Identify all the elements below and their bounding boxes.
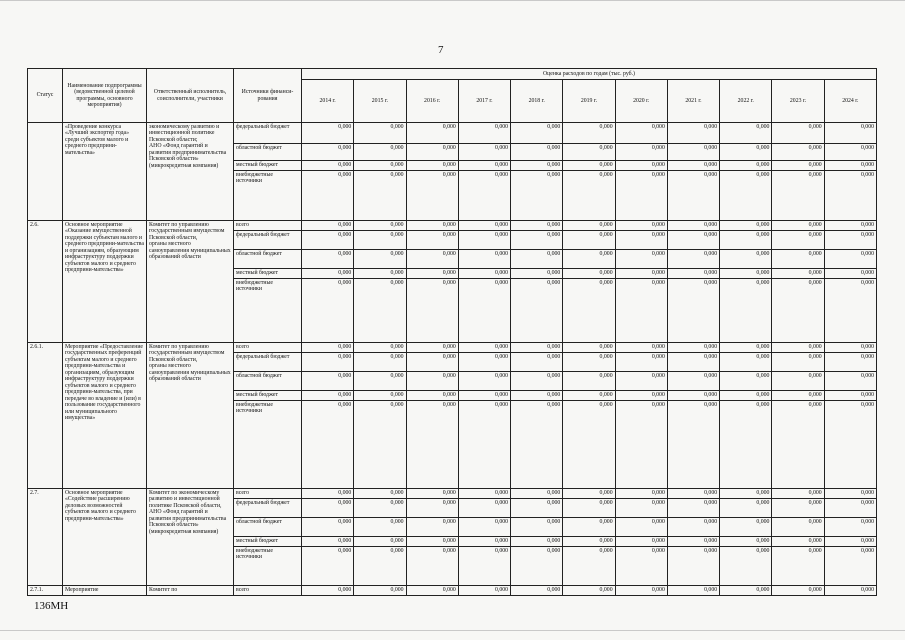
budget-table	[27, 68, 877, 596]
row-value: 0,000	[772, 221, 824, 231]
row-value: 0,000	[458, 343, 510, 353]
row-value: 0,000	[720, 123, 772, 144]
row-value: 0,000	[406, 171, 458, 221]
row-value: 0,000	[667, 372, 719, 391]
row-value: 0,000	[667, 518, 719, 537]
row-value: 0,000	[824, 547, 876, 586]
row-executor: Комитет по управлению государственным имуществом Псковской области, органы местного самоуправления муниципальных образований области	[147, 343, 234, 489]
header-executor: Ответственный исполнитель, соисполнители, участники	[147, 69, 234, 123]
row-value: 0,000	[302, 123, 354, 144]
row-value: 0,000	[824, 537, 876, 547]
row-status: 2.6.1.	[28, 343, 63, 489]
row-source: внебюджетные источники	[234, 547, 302, 586]
row-value: 0,000	[720, 537, 772, 547]
row-value: 0,000	[667, 123, 719, 144]
row-value: 0,000	[354, 518, 406, 537]
row-value: 0,000	[406, 401, 458, 489]
row-value: 0,000	[824, 499, 876, 518]
row-value: 0,000	[824, 231, 876, 250]
row-value: 0,000	[406, 518, 458, 537]
row-value: 0,000	[406, 250, 458, 269]
row-value: 0,000	[563, 221, 615, 231]
row-value: 0,000	[824, 353, 876, 372]
row-value: 0,000	[406, 537, 458, 547]
row-value: 0,000	[458, 401, 510, 489]
row-value: 0,000	[720, 499, 772, 518]
row-value: 0,000	[406, 489, 458, 499]
row-value: 0,000	[511, 537, 563, 547]
row-value: 0,000	[458, 279, 510, 343]
row-value: 0,000	[406, 391, 458, 401]
row-value: 0,000	[667, 489, 719, 499]
row-value: 0,000	[615, 231, 667, 250]
row-value: 0,000	[720, 353, 772, 372]
row-value: 0,000	[720, 269, 772, 279]
row-value: 0,000	[406, 231, 458, 250]
row-source: местный бюджет	[234, 537, 302, 547]
row-value: 0,000	[667, 250, 719, 269]
row-value: 0,000	[667, 171, 719, 221]
row-value: 0,000	[354, 269, 406, 279]
row-value: 0,000	[667, 269, 719, 279]
row-value: 0,000	[302, 144, 354, 161]
row-value: 0,000	[824, 144, 876, 161]
row-value: 0,000	[615, 279, 667, 343]
row-value: 0,000	[667, 161, 719, 171]
row-value: 0,000	[302, 353, 354, 372]
row-value: 0,000	[458, 269, 510, 279]
row-value: 0,000	[511, 269, 563, 279]
row-value: 0,000	[354, 171, 406, 221]
row-value: 0,000	[458, 537, 510, 547]
header-year: 2018 г.	[511, 80, 563, 123]
row-value: 0,000	[563, 489, 615, 499]
row-value: 0,000	[772, 401, 824, 489]
row-value: 0,000	[458, 221, 510, 231]
row-value: 0,000	[458, 144, 510, 161]
row-value: 0,000	[354, 499, 406, 518]
row-value: 0,000	[772, 489, 824, 499]
row-value: 0,000	[772, 391, 824, 401]
row-value: 0,000	[458, 391, 510, 401]
row-value: 0,000	[302, 499, 354, 518]
row-value: 0,000	[354, 161, 406, 171]
row-status: 2.6.	[28, 221, 63, 343]
row-value: 0,000	[720, 250, 772, 269]
row-value: 0,000	[406, 221, 458, 231]
row-value: 0,000	[354, 537, 406, 547]
row-value: 0,000	[563, 250, 615, 269]
row-value: 0,000	[667, 353, 719, 372]
header-year: 2024 г.	[824, 80, 876, 123]
row-executor: экономическому развитию и инвестиционной политике Псковской области; АНО «Фонд гарантий и развития предпринимательства Псковской области» (микрокредитная компания)	[147, 123, 234, 221]
row-value: 0,000	[563, 171, 615, 221]
row-source: внебюджетные источники	[234, 279, 302, 343]
row-source: местный бюджет	[234, 161, 302, 171]
table-row	[28, 343, 877, 353]
row-value: 0,000	[615, 391, 667, 401]
row-value: 0,000	[772, 231, 824, 250]
row-status: 2.7.	[28, 489, 63, 586]
row-source: местный бюджет	[234, 391, 302, 401]
row-source: всего	[234, 221, 302, 231]
row-source: всего	[234, 489, 302, 499]
row-value: 0,000	[615, 161, 667, 171]
row-value: 0,000	[302, 171, 354, 221]
row-value: 0,000	[563, 518, 615, 537]
header-year: 2022 г.	[720, 80, 772, 123]
row-value: 0,000	[354, 489, 406, 499]
row-value: 0,000	[824, 343, 876, 353]
row-value: 0,000	[458, 250, 510, 269]
row-value: 0,000	[772, 372, 824, 391]
row-value: 0,000	[615, 221, 667, 231]
row-value: 0,000	[563, 353, 615, 372]
row-value: 0,000	[302, 279, 354, 343]
row-value: 0,000	[511, 401, 563, 489]
row-value: 0,000	[354, 401, 406, 489]
row-value: 0,000	[511, 171, 563, 221]
row-value: 0,000	[563, 401, 615, 489]
row-value: 0,000	[824, 586, 876, 596]
row-value: 0,000	[302, 372, 354, 391]
row-value: 0,000	[772, 518, 824, 537]
row-value: 0,000	[615, 586, 667, 596]
row-value: 0,000	[772, 269, 824, 279]
row-value: 0,000	[720, 144, 772, 161]
row-value: 0,000	[458, 231, 510, 250]
row-source: федеральный бюджет	[234, 353, 302, 372]
row-source: федеральный бюджет	[234, 499, 302, 518]
table-row	[28, 221, 877, 231]
row-value: 0,000	[302, 547, 354, 586]
row-value: 0,000	[511, 353, 563, 372]
row-value: 0,000	[615, 537, 667, 547]
row-value: 0,000	[563, 343, 615, 353]
row-value: 0,000	[354, 144, 406, 161]
row-value: 0,000	[772, 343, 824, 353]
row-value: 0,000	[458, 123, 510, 144]
row-value: 0,000	[824, 171, 876, 221]
row-value: 0,000	[720, 372, 772, 391]
row-value: 0,000	[563, 391, 615, 401]
row-value: 0,000	[511, 489, 563, 499]
row-value: 0,000	[511, 586, 563, 596]
row-value: 0,000	[720, 586, 772, 596]
row-value: 0,000	[667, 231, 719, 250]
row-value: 0,000	[824, 372, 876, 391]
row-value: 0,000	[458, 489, 510, 499]
row-value: 0,000	[406, 161, 458, 171]
row-value: 0,000	[406, 586, 458, 596]
row-executor: Комитет по управлению государственным имуществом Псковской области, органы местного самоуправления муниципальных образований области	[147, 221, 234, 343]
row-source: всего	[234, 343, 302, 353]
row-name: «Проведение конкурса «Лучший экспортер года» среди субъектов малого и среднего предприни-мательства»	[63, 123, 147, 221]
row-value: 0,000	[406, 269, 458, 279]
row-value: 0,000	[563, 123, 615, 144]
row-value: 0,000	[720, 391, 772, 401]
row-value: 0,000	[615, 123, 667, 144]
row-value: 0,000	[772, 353, 824, 372]
row-name: Основное мероприятие «Содействие расширению деловых возможностей субъектов малого и среднего предприни-мательства»	[63, 489, 147, 586]
row-value: 0,000	[615, 499, 667, 518]
row-value: 0,000	[406, 144, 458, 161]
row-value: 0,000	[354, 279, 406, 343]
row-value: 0,000	[563, 372, 615, 391]
row-value: 0,000	[615, 250, 667, 269]
row-value: 0,000	[667, 586, 719, 596]
row-value: 0,000	[563, 269, 615, 279]
row-value: 0,000	[563, 161, 615, 171]
row-value: 0,000	[302, 221, 354, 231]
row-value: 0,000	[772, 250, 824, 269]
row-value: 0,000	[511, 221, 563, 231]
row-value: 0,000	[824, 269, 876, 279]
header-year: 2020 г.	[615, 80, 667, 123]
table-row	[28, 586, 877, 596]
row-value: 0,000	[511, 518, 563, 537]
row-source: местный бюджет	[234, 269, 302, 279]
row-value: 0,000	[720, 231, 772, 250]
row-value: 0,000	[302, 537, 354, 547]
row-value: 0,000	[772, 499, 824, 518]
row-value: 0,000	[302, 586, 354, 596]
row-source: внебюджетные источники	[234, 401, 302, 489]
row-value: 0,000	[302, 518, 354, 537]
header-status: Статус	[28, 69, 63, 123]
row-value: 0,000	[458, 518, 510, 537]
row-value: 0,000	[772, 171, 824, 221]
row-value: 0,000	[406, 123, 458, 144]
row-value: 0,000	[354, 586, 406, 596]
row-value: 0,000	[354, 391, 406, 401]
row-name: Мероприятие «Предоставление государственных преференций субъектам малого и среднего предприни-мательства и организациям, образующим инфраструктуру поддержки субъектов малого и среднего предприни-мательства, при передаче во владение и (или) в пользование государственного или муниципального имущества»	[63, 343, 147, 489]
header-year: 2015 г.	[354, 80, 406, 123]
row-value: 0,000	[563, 231, 615, 250]
row-executor: Комитет по экономическому развитию и инвестиционной политике Псковской области, АНО «Фонд гарантий и развития предпринимательства Псковской области» (микрокредитная компания)	[147, 489, 234, 586]
row-value: 0,000	[720, 518, 772, 537]
row-value: 0,000	[511, 231, 563, 250]
row-status	[28, 123, 63, 221]
row-value: 0,000	[302, 250, 354, 269]
row-value: 0,000	[511, 161, 563, 171]
row-value: 0,000	[615, 518, 667, 537]
row-value: 0,000	[354, 343, 406, 353]
row-value: 0,000	[720, 489, 772, 499]
row-value: 0,000	[667, 537, 719, 547]
row-value: 0,000	[458, 161, 510, 171]
row-value: 0,000	[511, 391, 563, 401]
row-source: федеральный бюджет	[234, 123, 302, 144]
row-value: 0,000	[458, 171, 510, 221]
row-source: областной бюджет	[234, 518, 302, 537]
row-value: 0,000	[302, 231, 354, 250]
row-value: 0,000	[615, 171, 667, 221]
row-value: 0,000	[824, 161, 876, 171]
row-value: 0,000	[354, 250, 406, 269]
row-source: федеральный бюджет	[234, 231, 302, 250]
row-value: 0,000	[458, 547, 510, 586]
row-value: 0,000	[302, 489, 354, 499]
row-value: 0,000	[615, 489, 667, 499]
row-value: 0,000	[511, 343, 563, 353]
row-value: 0,000	[511, 123, 563, 144]
row-value: 0,000	[615, 547, 667, 586]
row-value: 0,000	[667, 279, 719, 343]
row-value: 0,000	[720, 171, 772, 221]
row-value: 0,000	[720, 547, 772, 586]
row-value: 0,000	[772, 144, 824, 161]
row-value: 0,000	[720, 221, 772, 231]
row-value: 0,000	[824, 123, 876, 144]
row-value: 0,000	[563, 279, 615, 343]
row-value: 0,000	[615, 269, 667, 279]
row-value: 0,000	[406, 499, 458, 518]
header-year: 2023 г.	[772, 80, 824, 123]
header-estimate: Оценка расходов по годам (тыс. руб.)	[302, 69, 877, 80]
row-value: 0,000	[824, 401, 876, 489]
header-year: 2019 г.	[563, 80, 615, 123]
header-year: 2016 г.	[406, 80, 458, 123]
row-value: 0,000	[615, 372, 667, 391]
row-value: 0,000	[458, 353, 510, 372]
row-value: 0,000	[772, 537, 824, 547]
row-value: 0,000	[302, 161, 354, 171]
row-source: всего	[234, 586, 302, 596]
row-value: 0,000	[458, 499, 510, 518]
row-value: 0,000	[302, 343, 354, 353]
row-value: 0,000	[354, 123, 406, 144]
row-value: 0,000	[824, 221, 876, 231]
row-value: 0,000	[302, 269, 354, 279]
row-value: 0,000	[824, 518, 876, 537]
row-value: 0,000	[824, 489, 876, 499]
header-year: 2017 г.	[458, 80, 510, 123]
row-value: 0,000	[667, 221, 719, 231]
row-value: 0,000	[720, 343, 772, 353]
page-number: 7	[438, 44, 444, 56]
row-value: 0,000	[406, 343, 458, 353]
row-value: 0,000	[720, 161, 772, 171]
row-value: 0,000	[824, 279, 876, 343]
scan-edge-bottom	[0, 630, 905, 631]
row-value: 0,000	[354, 547, 406, 586]
row-value: 0,000	[563, 499, 615, 518]
footer-code: 136МН	[34, 600, 69, 612]
row-value: 0,000	[772, 123, 824, 144]
row-value: 0,000	[615, 401, 667, 489]
header-sources: Источники финанси-рования	[234, 69, 302, 123]
row-value: 0,000	[667, 499, 719, 518]
row-value: 0,000	[563, 547, 615, 586]
row-value: 0,000	[458, 586, 510, 596]
row-value: 0,000	[354, 372, 406, 391]
row-value: 0,000	[615, 343, 667, 353]
row-value: 0,000	[354, 221, 406, 231]
row-value: 0,000	[458, 372, 510, 391]
row-value: 0,000	[354, 231, 406, 250]
row-value: 0,000	[406, 279, 458, 343]
row-value: 0,000	[511, 144, 563, 161]
row-value: 0,000	[824, 250, 876, 269]
table-body	[28, 123, 877, 596]
row-value: 0,000	[615, 144, 667, 161]
row-source: областной бюджет	[234, 250, 302, 269]
row-value: 0,000	[824, 391, 876, 401]
table-row	[28, 123, 877, 144]
row-value: 0,000	[354, 353, 406, 372]
row-value: 0,000	[302, 401, 354, 489]
row-value: 0,000	[720, 401, 772, 489]
row-value: 0,000	[667, 144, 719, 161]
row-value: 0,000	[667, 391, 719, 401]
row-value: 0,000	[667, 343, 719, 353]
row-value: 0,000	[406, 372, 458, 391]
row-value: 0,000	[563, 144, 615, 161]
row-value: 0,000	[511, 499, 563, 518]
scan-edge-top	[0, 0, 905, 1]
row-value: 0,000	[511, 547, 563, 586]
row-value: 0,000	[772, 279, 824, 343]
row-value: 0,000	[667, 401, 719, 489]
row-value: 0,000	[563, 586, 615, 596]
row-value: 0,000	[406, 547, 458, 586]
row-name: Основное мероприятие «Оказание имущественной поддержки субъектам малого и среднего предприни-мательства и организациям, образующим инфраструктуру поддержки субъектов малого и среднего предприни-мательства»	[63, 221, 147, 343]
row-value: 0,000	[615, 353, 667, 372]
row-status: 2.7.1.	[28, 586, 63, 596]
row-source: областной бюджет	[234, 372, 302, 391]
header-name: Наименование подпрограммы (ведомственной целевой программы, основного мероприятия)	[63, 69, 147, 123]
header-year: 2014 г.	[302, 80, 354, 123]
row-value: 0,000	[406, 353, 458, 372]
row-value: 0,000	[720, 279, 772, 343]
row-value: 0,000	[302, 391, 354, 401]
row-value: 0,000	[511, 250, 563, 269]
row-source: областной бюджет	[234, 144, 302, 161]
header-year: 2021 г.	[667, 80, 719, 123]
row-value: 0,000	[511, 372, 563, 391]
row-value: 0,000	[511, 279, 563, 343]
row-executor: Комитет по	[147, 586, 234, 596]
row-source: внебюджетные источники	[234, 171, 302, 221]
row-name: Мероприятие	[63, 586, 147, 596]
table-row	[28, 489, 877, 499]
row-value: 0,000	[667, 547, 719, 586]
row-value: 0,000	[772, 161, 824, 171]
row-value: 0,000	[772, 586, 824, 596]
row-value: 0,000	[563, 537, 615, 547]
row-value: 0,000	[772, 547, 824, 586]
